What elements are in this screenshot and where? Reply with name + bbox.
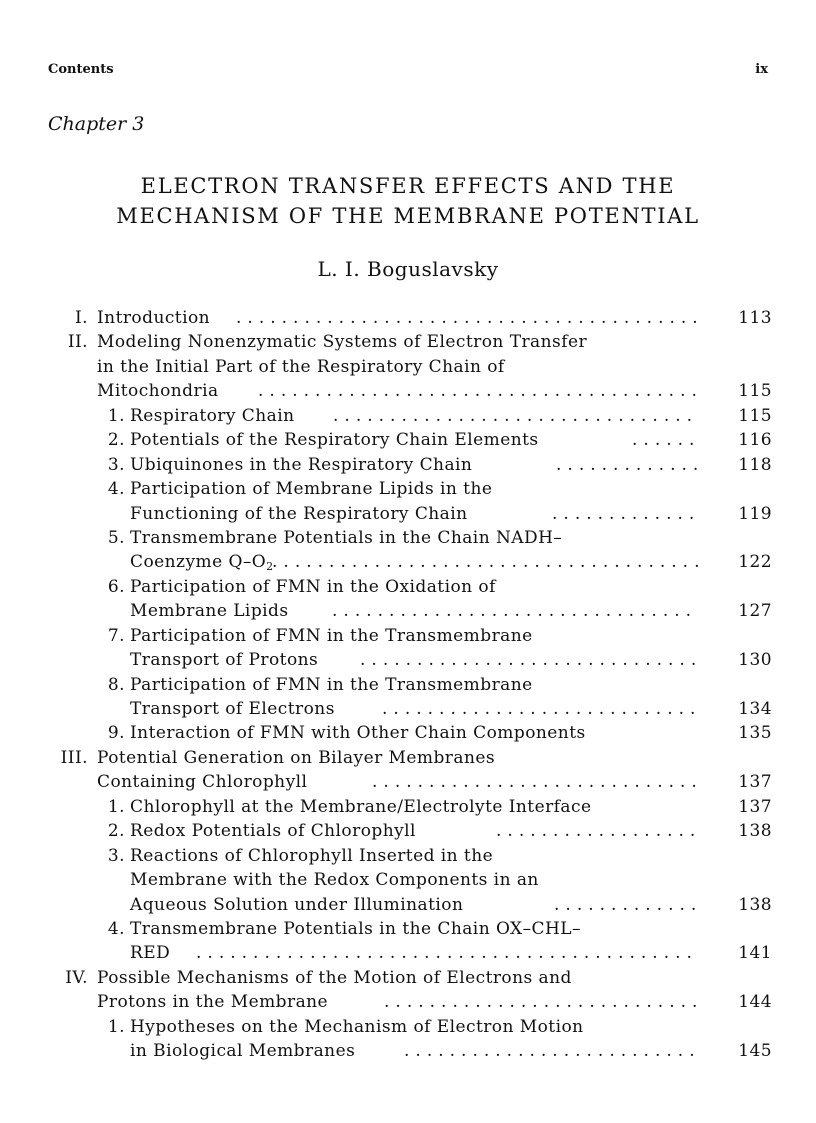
toc-entry-title-continued: in the Initial Part of the Respiratory Chain of	[97, 356, 505, 377]
toc-entry-title-continued: Transport of Electrons	[130, 699, 335, 719]
running-head-title: Contents	[48, 62, 114, 77]
toc-entry[interactable]	[0, 453, 816, 477]
toc-entry-title: Participation of FMN in the Transmembrane	[130, 674, 533, 695]
toc-entry-title: Participation of Membrane Lipids in the	[130, 479, 493, 500]
toc-entry[interactable]	[0, 844, 816, 917]
toc-entry-title: Reactions of Chlorophyll Inserted in the	[130, 845, 494, 866]
toc-entry-number: 2.	[107, 430, 125, 451]
toc-entry-page: 135	[738, 723, 772, 744]
toc-entry-number: IV.	[65, 967, 88, 988]
toc-entry-page: 138	[738, 894, 772, 915]
toc-entry-number: 4.	[107, 918, 125, 939]
dot-leader	[332, 599, 698, 623]
chapter-title	[48, 171, 768, 231]
toc-entry[interactable]	[0, 966, 816, 1015]
toc-entry-number: 1.	[107, 405, 125, 426]
toc-entry-number: 2.	[107, 821, 125, 842]
dot-leader	[632, 428, 698, 452]
toc-entry-number: II.	[67, 332, 88, 353]
toc-entry[interactable]	[0, 746, 816, 795]
toc-entry[interactable]	[0, 404, 816, 428]
toc-entry-title-continued: in Biological Membranes	[130, 1041, 356, 1062]
toc-entry-title-continued: Functioning of the Respiratory Chain	[130, 503, 468, 524]
toc-entry-number: 9.	[107, 723, 125, 744]
table-of-contents	[0, 306, 816, 1064]
dot-leader	[258, 379, 698, 403]
toc-entry-page: 144	[738, 992, 772, 1013]
toc-entry-page: 137	[738, 796, 772, 817]
dot-leader	[384, 990, 698, 1014]
toc-entry-title: Chlorophyll at the Membrane/Electrolyte Interface	[130, 796, 592, 817]
toc-entry-title: Hypotheses on the Mechanism of Electron Motion	[130, 1016, 584, 1037]
dot-leader	[382, 697, 698, 721]
toc-entry[interactable]	[0, 917, 816, 966]
toc-entry-title: Ubiquinones in the Respiratory Chain	[130, 454, 473, 475]
toc-entry-title: Respiratory Chain	[130, 405, 295, 426]
toc-entry-title: Participation of FMN in the Oxidation of	[130, 576, 496, 597]
toc-entry-title: Transmembrane Potentials in the Chain OX–CHL–	[130, 918, 581, 939]
toc-entry[interactable]	[0, 477, 816, 526]
toc-entry-number: 7.	[107, 625, 125, 646]
toc-entry-number: 8.	[107, 674, 125, 695]
toc-entry-page: 145	[738, 1041, 772, 1062]
toc-entry-number: 3.	[107, 845, 125, 866]
toc-entry-page: 118	[738, 454, 772, 475]
chapter-label: Chapter 3	[48, 113, 145, 135]
toc-entry-title: Transmembrane Potentials in the Chain NADH–	[130, 527, 563, 548]
toc-entry-number: 5.	[107, 527, 125, 548]
toc-entry-page: 115	[738, 405, 772, 426]
toc-entry-title: Interaction of FMN with Other Chain Components	[130, 723, 586, 744]
dot-leader	[272, 550, 698, 574]
chapter-author: L. I. Boguslavsky	[317, 257, 499, 281]
toc-entry[interactable]	[0, 624, 816, 673]
toc-entry-page: 122	[738, 552, 772, 573]
toc-entry-number: 4.	[107, 479, 125, 500]
toc-entry-page: 116	[738, 430, 772, 451]
toc-entry-page: 127	[738, 601, 772, 622]
dot-leader	[333, 404, 698, 428]
dot-leader	[552, 502, 698, 526]
toc-entry[interactable]	[0, 306, 816, 330]
dot-leader	[360, 648, 698, 672]
dot-leader	[496, 819, 698, 843]
toc-entry-page: 138	[738, 821, 772, 842]
dot-leader	[372, 770, 698, 794]
toc-entry-title: Modeling Nonenzymatic Systems of Electron Transfer	[97, 332, 588, 353]
toc-entry-title-continued: Membrane with the Redox Components in an	[130, 870, 539, 891]
toc-entry-page: 113	[738, 308, 772, 328]
toc-entry-number: 1.	[107, 796, 125, 817]
toc-entry-title: Redox Potentials of Chlorophyll	[130, 821, 416, 842]
toc-entry-number: III.	[60, 747, 88, 768]
toc-entry-title-continued: Protons in the Membrane	[97, 992, 329, 1013]
dot-leader	[556, 453, 698, 477]
toc-entry[interactable]	[0, 575, 816, 624]
toc-entry-title: Potential Generation on Bilayer Membranes	[97, 747, 496, 768]
toc-entry[interactable]	[0, 673, 816, 722]
toc-entry-page: 137	[738, 772, 772, 793]
toc-entry-title-continued: Containing Chlorophyll	[97, 772, 308, 793]
running-head	[48, 62, 768, 77]
toc-entry-title-continued: RED	[130, 943, 171, 964]
toc-entry-number: 3.	[107, 454, 125, 475]
toc-entry-page: 134	[738, 699, 772, 719]
toc-entry-page: 119	[738, 503, 772, 524]
chapter-title-line-1: ELECTRON TRANSFER EFFECTS AND THE	[140, 174, 676, 198]
dot-leader	[196, 941, 698, 965]
toc-entry-page: 130	[738, 650, 772, 671]
toc-entry-title-continued: Membrane Lipids	[130, 601, 289, 622]
toc-entry-number: 6.	[107, 576, 125, 597]
toc-entry-title-continued: Aqueous Solution under Illumination	[130, 894, 464, 915]
toc-entry[interactable]	[0, 1015, 816, 1064]
dot-leader	[236, 306, 698, 330]
dot-leader	[554, 893, 698, 917]
toc-entry-title: Potentials of the Respiratory Chain Elements	[130, 430, 539, 451]
toc-entry-page: 115	[738, 381, 772, 402]
page-number: ix	[755, 62, 768, 77]
chapter-title-line-2: MECHANISM OF THE MEMBRANE POTENTIAL	[116, 204, 700, 228]
toc-entry-number: 1.	[107, 1016, 125, 1037]
toc-entry[interactable]	[0, 428, 816, 452]
toc-entry-title: Participation of FMN in the Transmembrane	[130, 625, 533, 646]
toc-entry-title-continued: Coenzyme $Q-O_2$	[130, 552, 274, 574]
subscript-2: 2	[266, 560, 274, 574]
toc-entry-page: 141	[738, 943, 772, 964]
toc-entry[interactable]	[0, 526, 816, 575]
toc-entry-number: I.	[74, 308, 88, 328]
toc-entry-title: Possible Mechanisms of the Motion of Electrons and	[97, 967, 572, 988]
dot-leader	[404, 1039, 698, 1063]
toc-entry[interactable]	[0, 721, 816, 745]
toc-entry-title: Introduction	[97, 308, 211, 328]
toc-entry[interactable]	[0, 330, 816, 403]
toc-entry[interactable]	[0, 795, 816, 819]
toc-entry[interactable]	[0, 819, 816, 843]
toc-entry-title-continued: Mitochondria	[97, 381, 219, 402]
toc-entry-title-continued: Transport of Protons	[130, 650, 319, 671]
